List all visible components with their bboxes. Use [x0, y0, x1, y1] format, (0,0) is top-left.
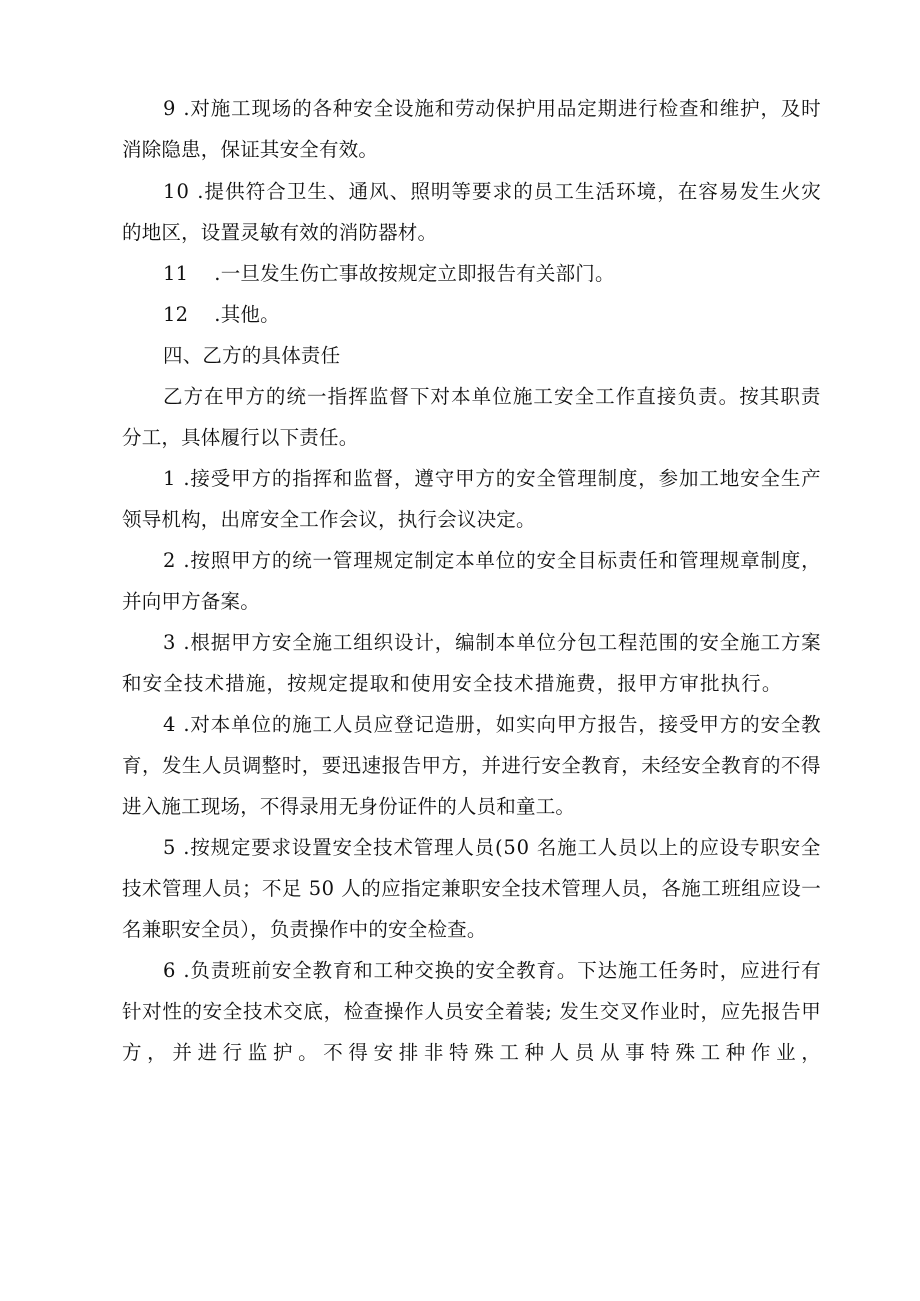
section-heading: 四、乙方的具体责任	[163, 344, 341, 367]
text-line-item3-cont: 和 安 全 技 术 措 施 ， 按 规 定 提 取 和 使 用 安 全 技 术 措 施 费 ， 报 甲 方 审 批 执 行 。	[122, 672, 782, 695]
text-line-item2-cont: 并向甲方备案。	[122, 590, 260, 613]
text-line-item5: 5 . 按 规 定 要 求 设 置 安 全 技 术 管 理 人 员 ( 5 0 名 施 工 人 员 以 上 的 应 设 专 职 安 全	[163, 836, 821, 859]
text-line-item5-cont1: 技 术 管 理 人 员 ； 不 足 5 0 人 的 应 指 定 兼 职 安 全 技 术 管 理 人 员 ， 各 施 工 班 组 应 设 一	[122, 877, 821, 900]
text-line-intro-cont: 分工，具体履行以下责任。	[122, 426, 359, 449]
text-line-item6-cont1: 针 对 性 的 安 全 技 术 交 底 ， 检 查 操 作 人 员 安 全 着 装 ; 发 生 交 叉 作 业 时 ， 应 先 报 告 甲	[122, 1000, 821, 1023]
text-line-item6-cont2: 方 ， 并 进 行 监 护 。 不 得 安 排 非 特 殊 工 种 人 员 从 事 特 殊 工 种 作 业 ，	[122, 1041, 821, 1064]
text-line-item10-cont: 的地区，设置灵敏有效的消防器材。	[122, 221, 438, 244]
text-line-item11: 11 .一旦发生伤亡事故按规定立即报告有关部门。	[163, 262, 615, 285]
text-line-intro: 乙 方 在 甲 方 的 统 一 指 挥 监 督 下 对 本 单 位 施 工 安 全 工 作 直 接 负 责 。 按 其 职 责	[163, 385, 821, 408]
text-line-item2: 2 . 按 照 甲 方 的 统 一 管 理 规 定 制 定 本 单 位 的 安 全 目 标 责 任 和 管 理 规 章 制 度 ，	[163, 549, 821, 572]
text-line-item3: 3 . 根 据 甲 方 安 全 施 工 组 织 设 计 ， 编 制 本 单 位 分 包 工 程 范 围 的 安 全 施 工 方 案	[163, 631, 821, 654]
text-line-item1-cont: 领导机构，出席安全工作会议，执行会议决定。	[122, 508, 536, 531]
text-line-item4: 4 . 对 本 单 位 的 施 工 人 员 应 登 记 造 册 ， 如 实 向 甲 方 报 告 ， 接 受 甲 方 的 安 全 教	[163, 713, 821, 736]
text-line-item10: 1 0 . 提 供 符 合 卫 生 、 通 风 、 照 明 等 要 求 的 员 工 生 活 环 境 ， 在 容 易 发 生 火 灾	[163, 180, 821, 203]
text-line-item9-cont: 消除隐患，保证其安全有效。	[122, 138, 379, 161]
text-line-item1: 1 . 接 受 甲 方 的 指 挥 和 监 督 ， 遵 守 甲 方 的 安 全 管 理 制 度 ， 参 加 工 地 安 全 生 产	[163, 467, 821, 490]
text-line-item4-cont1: 育 ， 发 生 人 员 调 整 时 ， 要 迅 速 报 告 甲 方 ， 并 进 行 安 全 教 育 ， 未 经 安 全 教 育 的 不 得	[122, 754, 821, 777]
text-line-item12: 12 .其他。	[163, 303, 280, 326]
text-line-item5-cont2: 名兼职安全员），负责操作中的安全检查。	[122, 918, 487, 941]
text-line-item6: 6 . 负 责 班 前 安 全 教 育 和 工 种 交 换 的 安 全 教 育 。 下 达 施 工 任 务 时 ， 应 进 行 有	[163, 959, 821, 982]
text-line-item9: 9 . 对 施 工 现 场 的 各 种 安 全 设 施 和 劳 动 保 护 用 品 定 期 进 行 检 查 和 维 护 ， 及 时	[163, 97, 821, 120]
text-line-item4-cont2: 进入施工现场，不得录用无身份证件的人员和童工。	[122, 795, 576, 818]
